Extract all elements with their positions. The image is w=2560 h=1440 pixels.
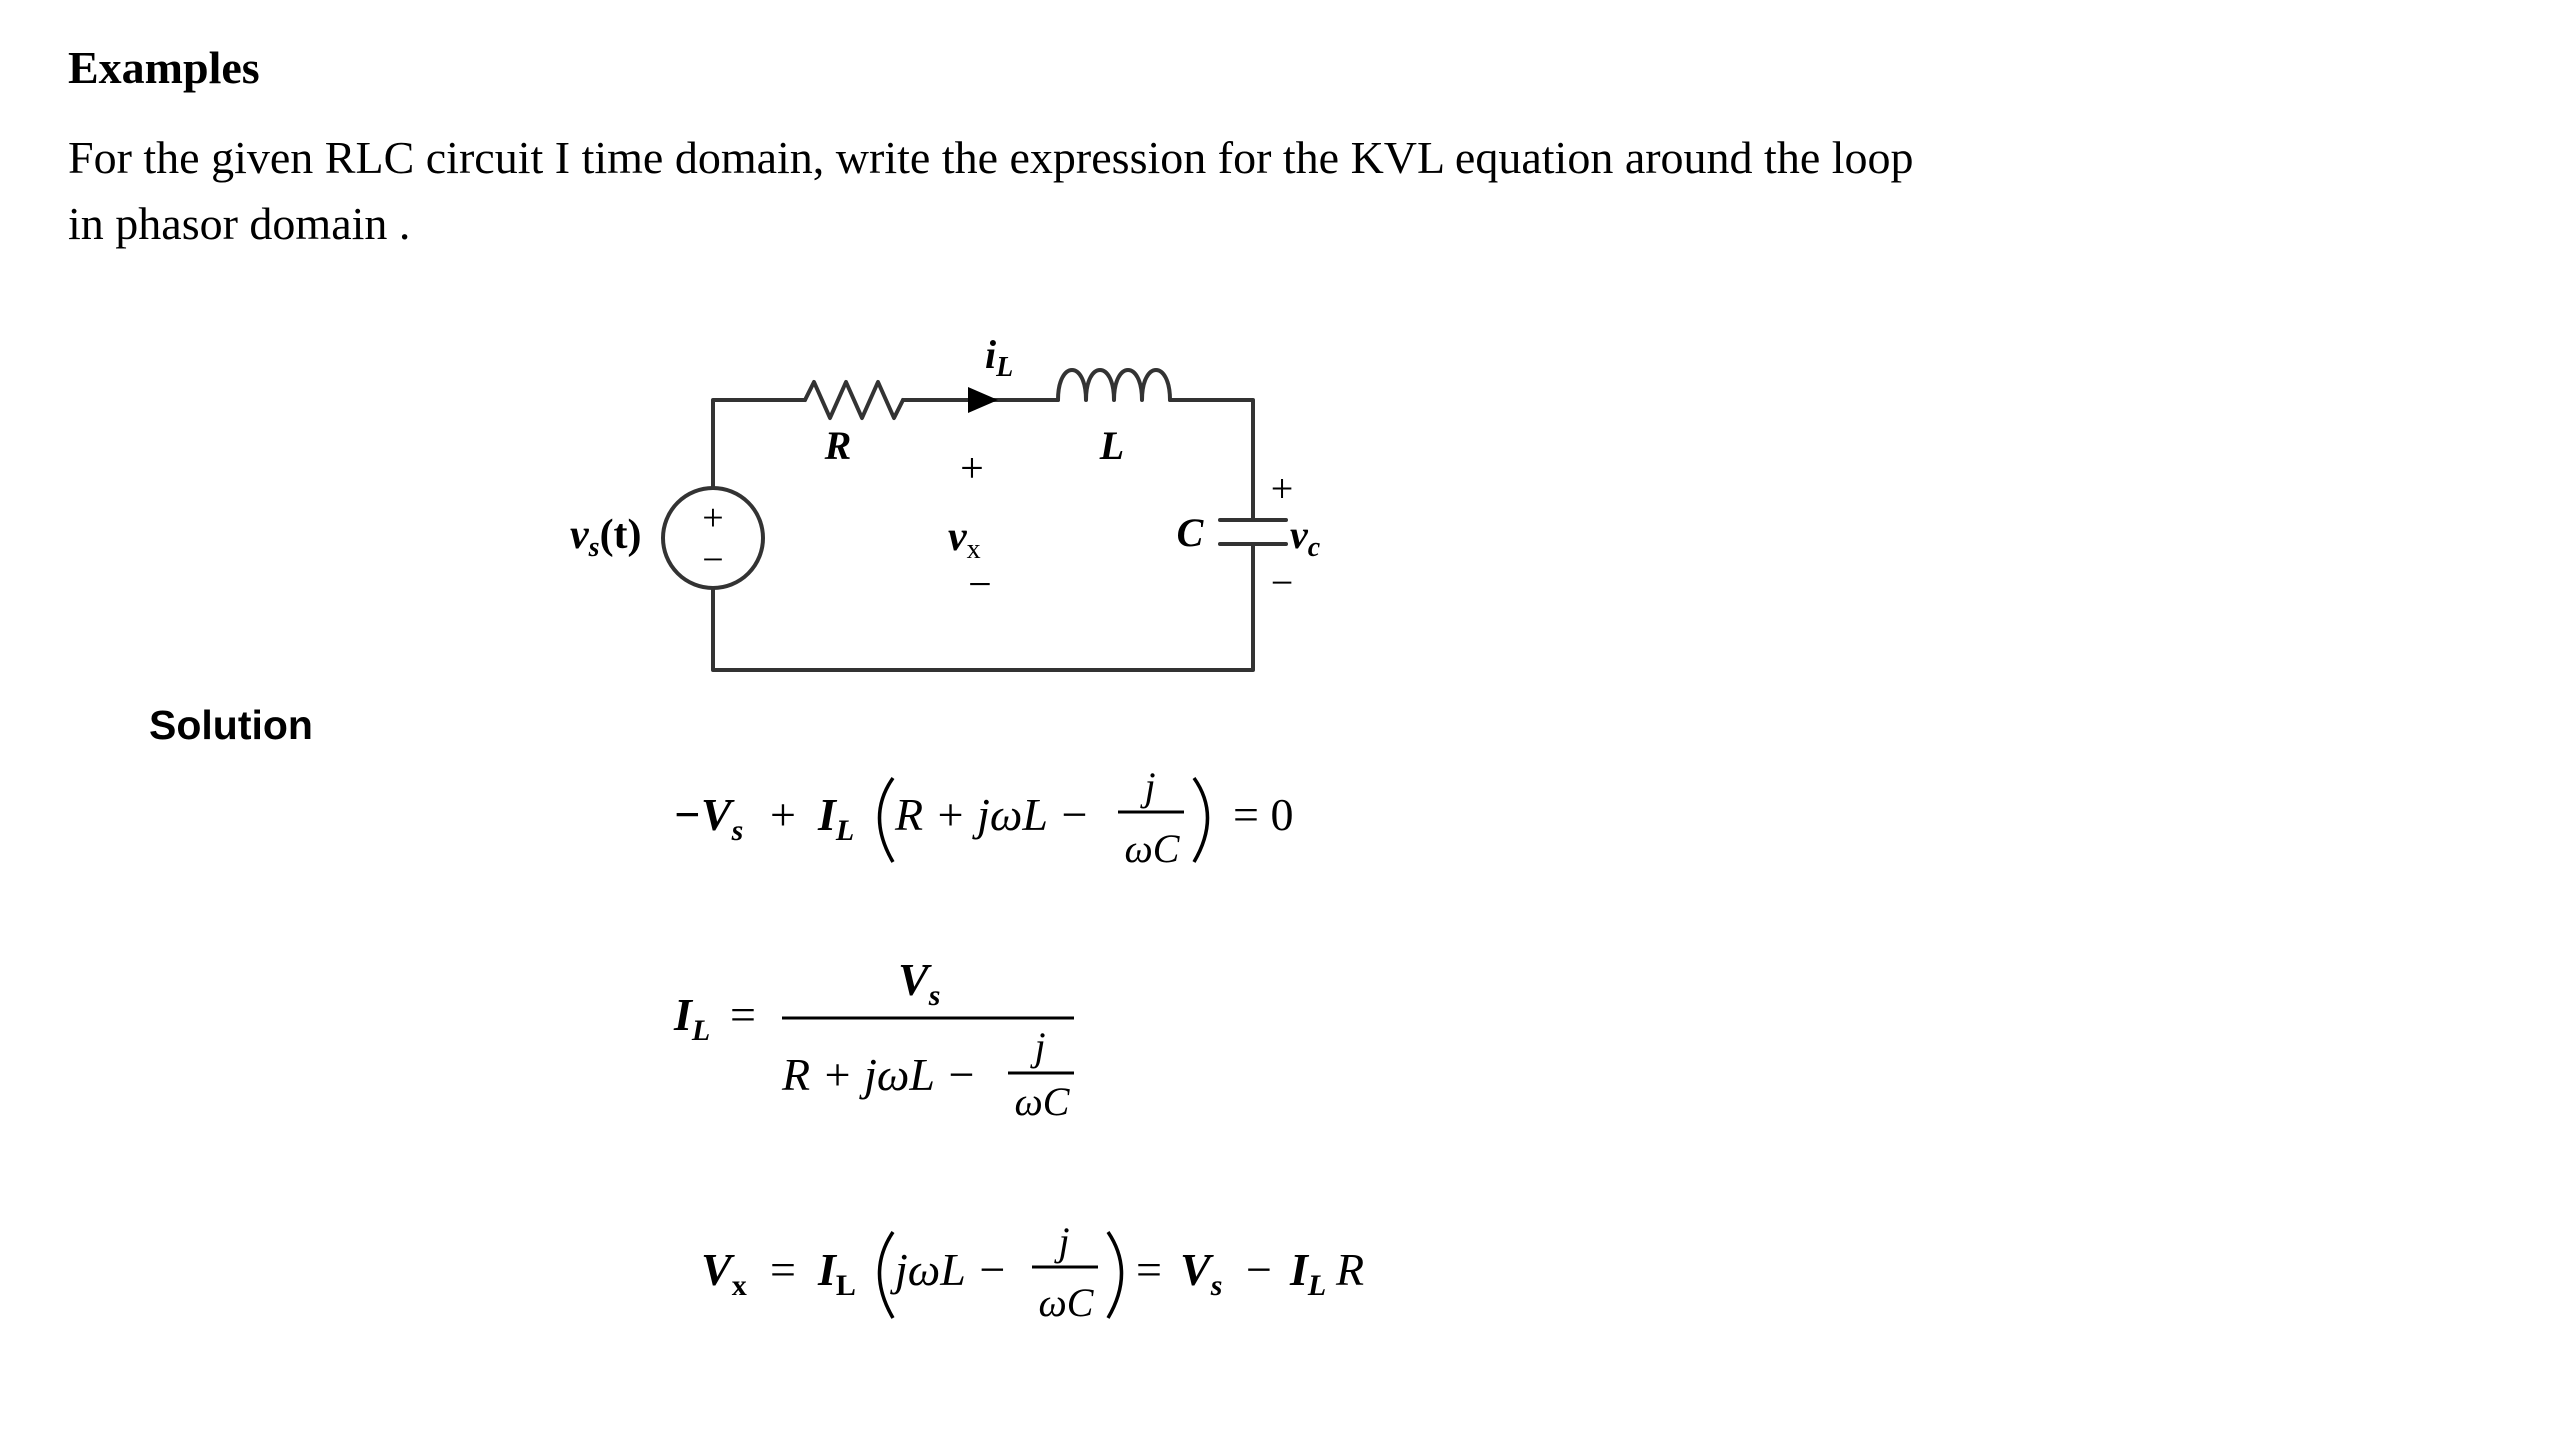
eq3-vx: $V_x$ [701, 1244, 747, 1302]
eq2-denominator: R + jωL − [782, 1049, 977, 1100]
eq3-il: $I_L$ [818, 1244, 856, 1302]
solution-label: Solution [149, 702, 313, 748]
eq1-rhs: = 0 [1233, 789, 1294, 840]
vx-plus-sign: + [960, 446, 984, 492]
eq1-il: $I_L$ [818, 789, 855, 847]
vc-plus-sign: + [1270, 466, 1294, 511]
eq2-inner-frac-den: ωC [1014, 1079, 1070, 1124]
kvl-equation [673, 764, 1293, 871]
vc-minus-sign: − [1270, 560, 1294, 605]
eq1-right-paren [1194, 778, 1208, 862]
eq3-r: R [1336, 1244, 1365, 1295]
eq3-equals: = [770, 1244, 796, 1295]
eq1-frac-den: ωC [1124, 826, 1180, 871]
eq3-minus: − [1246, 1244, 1272, 1295]
eq1-plus: + [770, 789, 796, 840]
resistor-label: R [824, 423, 852, 468]
current-equation [673, 954, 1074, 1124]
vc-label: $v_c$ [1290, 512, 1321, 563]
source-plus-sign: + [702, 497, 724, 539]
source-minus-sign: − [702, 539, 724, 581]
vx-minus-sign: − [968, 562, 992, 608]
heading: Examples [68, 42, 260, 93]
eq3-frac-den: ωC [1038, 1280, 1094, 1325]
vx-equation [701, 1219, 1364, 1325]
eq1-neg-vs: $-V_s$ [673, 789, 744, 847]
eq1-frac-num: j [1144, 764, 1156, 809]
capacitor-label: C [1176, 510, 1204, 555]
eq2-numerator: $V_s$ [898, 954, 941, 1012]
eq2-lhs: $I_L$ [674, 989, 711, 1047]
eq1-left-paren [880, 778, 894, 862]
eq3-rhs-equals: = [1136, 1244, 1162, 1295]
eq3-il2: $I_L$ [1290, 1244, 1327, 1302]
source-label: vs(t) [570, 512, 642, 563]
inductor-label: L [1099, 423, 1125, 468]
current-label: $i_L$ [985, 332, 1014, 383]
eq1-r-plus-jwl: R + jωL − [895, 789, 1090, 840]
vx-label: vx [948, 514, 981, 565]
question-line-2: in phasor domain . [68, 198, 411, 249]
eq3-right-paren [1108, 1232, 1122, 1318]
eq3-frac-num: j [1058, 1219, 1070, 1264]
eq3-vs: $V_s$ [1180, 1244, 1223, 1302]
eq2-equals: = [730, 989, 756, 1040]
eq3-left-paren [880, 1232, 894, 1318]
eq3-jwl: jωL − [895, 1244, 1008, 1295]
eq2-inner-frac-num: j [1034, 1024, 1046, 1069]
question-line-1: For the given RLC circuit I time domain, write the expression for the KVL equation around the loop [68, 132, 1914, 183]
